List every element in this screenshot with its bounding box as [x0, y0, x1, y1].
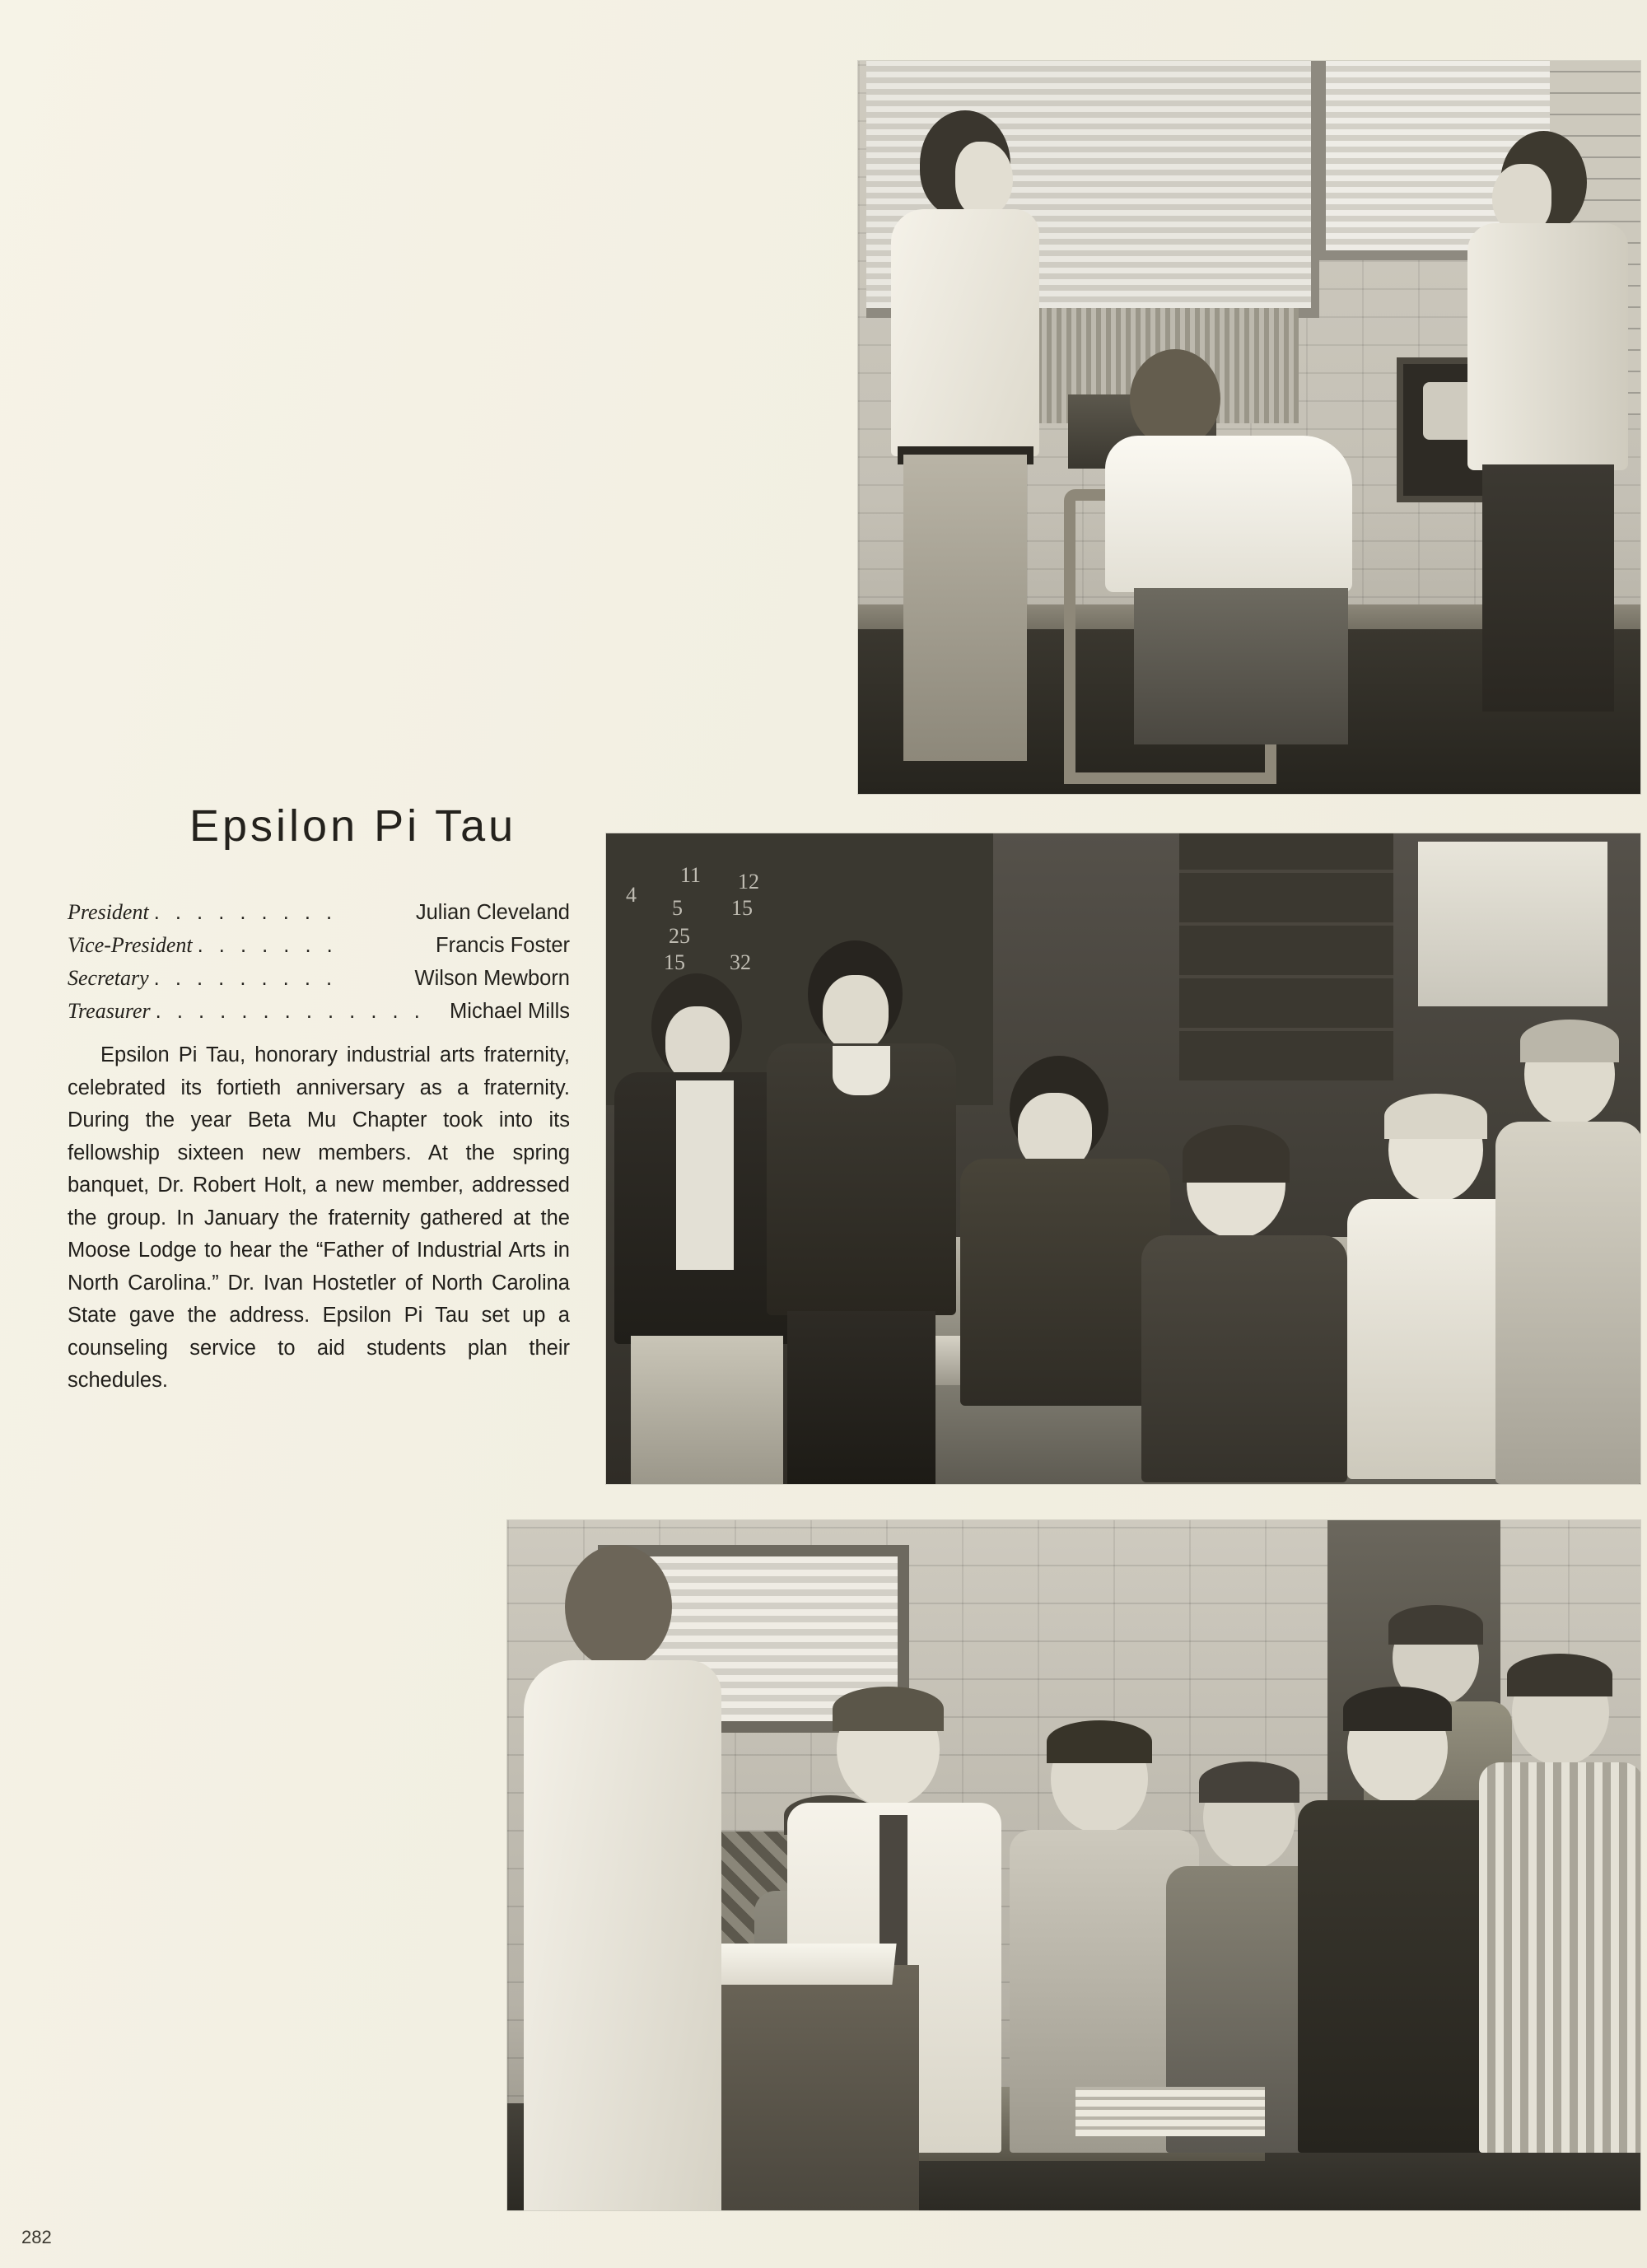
officer-name: Michael Mills [450, 1000, 570, 1023]
photo-electronics-lab [858, 61, 1640, 794]
chalk-mark: 11 [680, 863, 702, 887]
officer-name: Julian Cleveland [415, 901, 570, 924]
person-instructor-glasses [1141, 1130, 1347, 1484]
chalk-mark: 5 [672, 896, 683, 920]
person-seated-at-bench [1105, 349, 1377, 744]
officer-name: Francis Foster [436, 934, 570, 957]
person-seated-5-jacket [1298, 1692, 1504, 2153]
person-hair [1047, 1720, 1152, 1763]
person-seated-6-striped [1479, 1659, 1640, 2153]
page-title: Epsilon Pi Tau [189, 801, 517, 851]
photo-machine-shop-scene [606, 833, 1640, 1484]
person-shirt [1467, 223, 1628, 470]
person-pants [1482, 464, 1614, 712]
person-head [1130, 349, 1220, 448]
person-standing-right [1467, 131, 1632, 707]
officer-row [68, 896, 570, 929]
person-shirt [524, 1660, 721, 2210]
photo-meeting-scene [507, 1520, 1640, 2210]
officer-row [68, 962, 570, 995]
chalk-mark: 32 [730, 950, 751, 974]
person-collar [833, 1046, 890, 1095]
person-hair [1384, 1094, 1487, 1139]
officer-row [68, 995, 570, 1028]
person-head [565, 1545, 672, 1668]
chalk-mark: 4 [626, 883, 637, 907]
shop-cabinet [1179, 833, 1393, 1080]
officer-leader-dots: . . . . . . . [197, 934, 338, 957]
person-hair [833, 1687, 944, 1731]
photo-meeting [507, 1520, 1640, 2210]
officer-row [68, 929, 570, 962]
officer-role: Secretary [68, 966, 149, 990]
person-student-2 [767, 940, 956, 1484]
person-face [955, 142, 1013, 217]
person-torso [1298, 1800, 1504, 2153]
person-hair [1507, 1654, 1612, 1696]
officer-role: Treasurer [68, 999, 151, 1023]
chalk-mark: 25 [669, 924, 690, 948]
person-pants [903, 455, 1027, 761]
person-sweater [960, 1159, 1170, 1406]
person-jeans [1134, 588, 1348, 744]
person-hair [1183, 1125, 1290, 1183]
officer-name: Wilson Mewborn [414, 967, 570, 990]
person-pants [631, 1336, 783, 1484]
officer-leader-dots: . . . . . . . . . . . . . [155, 1000, 425, 1023]
person-speaker [524, 1545, 721, 2210]
person-shirt [1495, 1122, 1640, 1484]
article-body: Epsilon Pi Tau, honorary industrial arts fraternity, celebrated its fortieth anniversary as a fraternity. During the year Beta Mu Chapter took into its fellowship sixteen new members. At the spring banquet, Dr. Robert Holt, a new member, addressed the group. In January the fraternity gathered at the Moose Lodge to hear the “Father of Industrial Arts in North Carolina.” Dr. Ivan Hostetler of North Carolina State gave the address. Epsilon Pi Tau set up a counseling service to aid students plan their schedules. [68, 1043, 570, 1392]
officer-role: Vice-President [68, 933, 193, 957]
person-standing-left [883, 110, 1039, 761]
person-torso [1479, 1762, 1640, 2153]
person-face [665, 1006, 730, 1082]
officer-role: President [68, 900, 149, 924]
person-far-right [1495, 1023, 1640, 1484]
person-shirt [1105, 436, 1352, 592]
person-shirt [676, 1080, 734, 1270]
stack-of-papers [1075, 2087, 1265, 2136]
chalk-mark: 12 [738, 870, 759, 894]
person-shirt-and-tie [1141, 1235, 1347, 1482]
person-hair [1388, 1605, 1483, 1645]
chalk-mark: 15 [664, 950, 685, 974]
person-shirt [891, 209, 1039, 456]
shop-wall-papers [1418, 842, 1607, 1006]
photo-machine-shop [606, 833, 1640, 1484]
person-pants [787, 1311, 935, 1484]
officers-list [68, 896, 570, 1028]
officer-leader-dots: . . . . . . . . . [153, 967, 338, 990]
person-hair [1199, 1762, 1299, 1803]
officer-leader-dots: . . . . . . . . . [153, 901, 338, 924]
person-face [823, 975, 889, 1051]
photo-electronics-scene [858, 61, 1640, 794]
chalk-mark: 15 [731, 896, 753, 920]
page-number: 282 [21, 2227, 52, 2247]
person-hair [1343, 1687, 1452, 1731]
person-hair [1520, 1020, 1619, 1062]
